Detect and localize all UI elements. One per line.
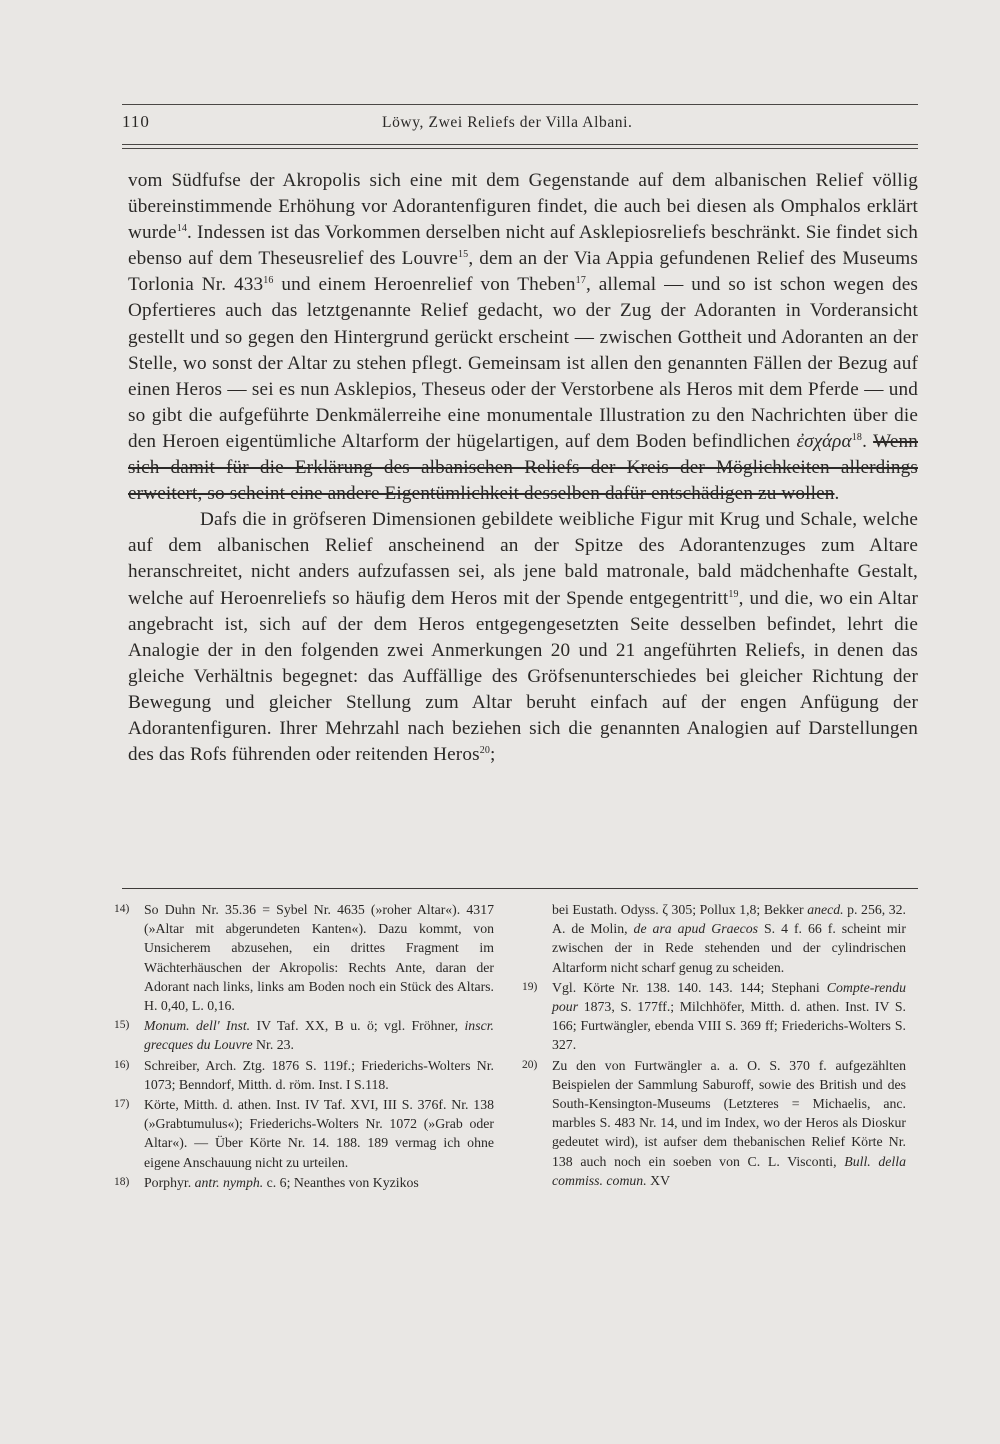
footnote-number: 17) bbox=[114, 1098, 130, 1111]
footnote-16 bbox=[114, 1056, 494, 1094]
italic-title: Compte-rendu pour bbox=[552, 979, 906, 1015]
text-run: . bbox=[862, 430, 874, 452]
italic-title: de ara apud Graecos bbox=[633, 921, 759, 937]
greek-word: ἐσχάρα bbox=[796, 430, 852, 452]
footnote-ref-18: 18 bbox=[851, 431, 863, 443]
italic-title: Monum. dell' Inst. bbox=[144, 1018, 251, 1034]
footnote-text: Körte, Mitth. d. athen. Inst. IV Taf. XVI, III S. 376f. Nr. 138 (»Grabtumulus«); Friederichs-Wolters Nr. 1072 (»Grab oder Altar«). — Über Körte Nr. 14. 188. 189 vermag ich ohne eigene Anschauung nicht zu urteilen. bbox=[144, 1097, 494, 1170]
text-run: , dem an der Via Appia gefundenen Relief des Museums Torlonia Nr. 433 bbox=[128, 248, 918, 296]
text-run: , allemal — und so ist schon wegen des Opfertieres auch das letztgenannte Relief gedacht, wo der Zug der Adoranten in Vorderansicht gestellt und so gegen den Hintergrund gerückt erscheint — zwischen Gottheit und Adoranten an der Stelle, wo sonst der Altar zu stehen pflegt. Gemeinsam ist allen den genannten Fällen der Bezug auf einen Heros — sei es nun Asklepios, Theseus oder der Verstorbene als Heros mit dem Pferde — und so gibt die aufgeführte Denkmälerreihe eine monumentale Illustration zu den Nachrichten über die den Heroen eigentümliche Altarform der hügelartigen, auf dem Boden befindlichen bbox=[128, 274, 918, 452]
footnote-text bbox=[144, 1173, 494, 1192]
text-run: Dafs die in gröfseren Dimensionen gebildete weibliche Figur mit Krug und Schale, welche auf dem albanischen Relief anscheinend an der Spitze des Adorantenzuges zum Altare heranschreitet, nicht anders aufzufassen sei, als jene bald matronale, bald mädchenhafte Gestalt, welche auf Heroenreliefs so häufig dem Heros mit der Spende entgegentritt bbox=[128, 509, 918, 609]
footnote-number: 14) bbox=[114, 903, 130, 915]
header-top-rule bbox=[122, 104, 918, 105]
text-run: XV bbox=[646, 1172, 671, 1188]
footnote-text: So Duhn Nr. 35.36 = Sybel Nr. 4635 (»roher Altar«). 4317 (»Altar mit abgerundeten Kanten«). Dazu kommt, von Unsicherem abzusehen, ein drittes Fragment im Wächterhäuschen der Akropolis: Rechts Ante, daran der Adorant nach links, links am Boden noch ein Stück des Altars. H. 0,40, L. 0,16. bbox=[144, 902, 494, 1014]
footnote-ref-20: 20 bbox=[479, 745, 491, 757]
footnote-number: 19) bbox=[522, 980, 538, 993]
text-run: Nr. 23. bbox=[252, 1037, 294, 1053]
footnote-ref-17: 17 bbox=[575, 275, 586, 287]
footnote-ref-14: 14 bbox=[176, 223, 188, 235]
footnotes-right-column bbox=[522, 900, 906, 1191]
paragraph-1 bbox=[128, 168, 918, 507]
footnote-number: 16) bbox=[114, 1058, 130, 1071]
paragraph-2 bbox=[128, 507, 918, 768]
text-run: ; bbox=[490, 744, 496, 766]
struck-through-text: Wenn sich damit für die Erklärung des albanischen Reliefs der Kreis der Möglichkeiten allerdings erweitert, so scheint eine andere Eigentümlichkeit desselben dafür entschädigen zu wollen bbox=[128, 430, 918, 505]
text-run: . Indessen ist das Vorkommen derselben nicht auf Asklepiosreliefs beschränkt. Sie findet sich ebenso auf dem Theseusrelief des Louvre bbox=[128, 222, 918, 270]
main-text bbox=[128, 168, 918, 768]
italic-title: antr. nymph. bbox=[194, 1174, 264, 1190]
italic-title: anecd. bbox=[807, 902, 844, 917]
footnote-17 bbox=[114, 1095, 494, 1172]
footnote-14 bbox=[114, 900, 494, 1015]
text-run: , und die, wo ein Altar angebracht ist, sich auf der dem Heros entgegengesetzten Seite desselben befindet, lehrt die Analogie der in den folgenden zwei Anmerkungen 20 und 21 angeführten Reliefs, in denen das gleiche Verhältnis begegnet: das Auffällige des Gröfsenunterschiedes bei gleicher Richtung der Bewegung und gleicher Stellung zum Altar beruht einfach auf der engen Anfügung der Adorantenfiguren. Ihrer Mehrzahl nach beziehen sich die genannten Analogien auf Darstellungen des das Rofs führenden oder reitenden Heros bbox=[128, 587, 918, 766]
text-run: 1873, S. 177ff.; Milchhöfer, Mitth. d. athen. Inst. IV S. 166; Furtwängler, ebenda VIII S. 369 ff; Friederichs-Wolters S. 327. bbox=[552, 999, 906, 1053]
footnote-text bbox=[552, 978, 906, 1055]
text-run: bei Eustath. Odyss. ζ 305; Pollux 1,8; Bekker bbox=[552, 902, 808, 917]
footnote-number: 18) bbox=[114, 1175, 130, 1188]
italic-title: inscr. grecques du Louvre bbox=[144, 1018, 494, 1053]
page-number: 110 bbox=[122, 112, 150, 131]
footnote-ref-16: 16 bbox=[263, 275, 274, 287]
page-header bbox=[122, 112, 918, 140]
footnote-ref-19: 19 bbox=[728, 588, 739, 600]
footnote-text: Schreiber, Arch. Ztg. 1876 S. 119f.; Friederichs-Wolters Nr. 1073; Benndorf, Mitth. d. röm. Inst. I S.118. bbox=[144, 1057, 494, 1092]
footnote-18 bbox=[114, 1173, 494, 1192]
footnote-15 bbox=[114, 1016, 494, 1054]
text-run: und einem Heroenrelief von Theben bbox=[273, 274, 576, 296]
footnote-19 bbox=[522, 978, 906, 1055]
header-double-rule bbox=[122, 144, 918, 149]
italic-title: Bull. della commiss. comun. bbox=[552, 1153, 906, 1188]
footnote-text bbox=[552, 1056, 906, 1190]
running-head: Löwy, Zwei Reliefs der Villa Albani. bbox=[382, 114, 633, 131]
text-run: c. 6; Neanthes von Kyzikos bbox=[263, 1174, 419, 1190]
text-run: p. 256, 32. A. de Molin, bbox=[552, 902, 906, 937]
footnote-18-continued bbox=[522, 900, 906, 977]
text-run: vom Südfufse der Akropolis sich eine mit dem Gegenstande auf dem albanischen Relief völlig übereinstimmende Erhöhung vor Adorantenfiguren findet, die auch bei diesen als Omphalos erklärt wurde bbox=[128, 170, 918, 244]
footnotes-left-column bbox=[114, 900, 494, 1193]
footnote-number: 15) bbox=[114, 1019, 130, 1032]
footnote-separator bbox=[122, 888, 918, 889]
text-run: Porphyr. bbox=[144, 1174, 195, 1190]
text-run: IV Taf. XX, B u. ö; vgl. Fröhner, bbox=[250, 1018, 465, 1034]
footnote-text bbox=[144, 1016, 494, 1054]
footnote-number: 20) bbox=[522, 1058, 538, 1071]
text-run: . bbox=[834, 483, 840, 505]
text-run: S. 4 f. 66 f. scheint mir zwischen der in Rede stehenden und der cylindrischen Altarform nicht scharf genug zu scheiden. bbox=[552, 921, 906, 975]
text-run: Zu den von Furtwängler a. a. O. S. 370 f. aufgezählten Beispielen der Sammlung Saburoff, sowie des British und des South-Kensington-Museums (Letzteres = Michaelis, anc. marbles S. 483 Nr. 14, und im Index, wo der Heros als Dioskur gedeutet wird), ist aufser dem thebanischen Relief Körte Nr. 138 auch noch ein soeben von C. L. Visconti, bbox=[552, 1057, 906, 1169]
footnote-20 bbox=[522, 1056, 906, 1190]
text-run: Vgl. Körte Nr. 138. 140. 143. 144; Stephani bbox=[552, 979, 827, 995]
footnote-ref-15: 15 bbox=[458, 249, 469, 261]
